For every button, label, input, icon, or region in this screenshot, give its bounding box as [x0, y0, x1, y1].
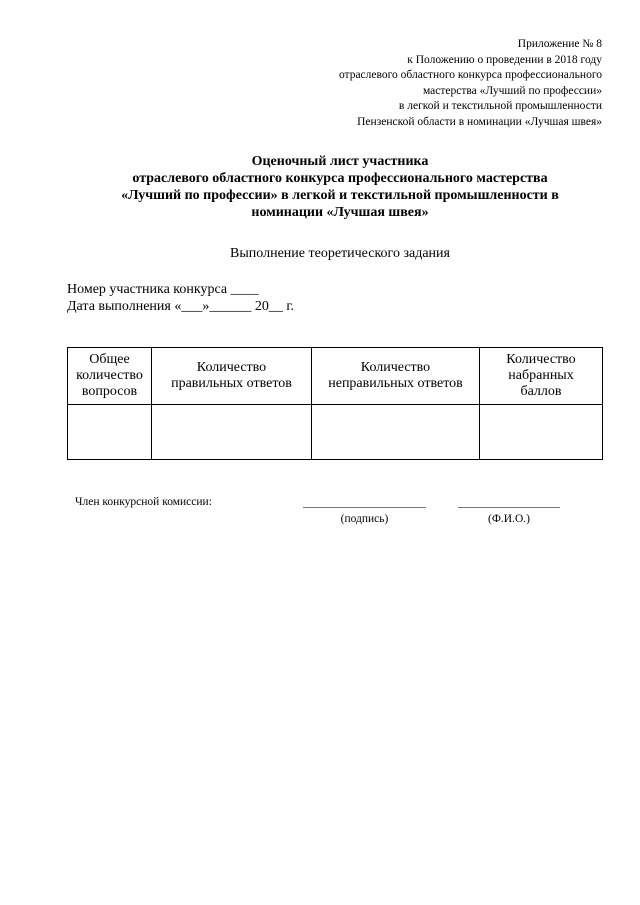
title-line: Оценочный лист участника: [251, 154, 429, 169]
cell-total-questions[interactable]: [68, 405, 152, 460]
header-incorrect-answers: Количество неправильных ответов: [312, 348, 480, 405]
header-correct-answers: Количество правильных ответов: [152, 348, 312, 405]
appendix-line: отраслевого областного конкурса профессионального: [338, 69, 602, 82]
header-points-scored: Количество набранных баллов: [480, 348, 603, 405]
table-header-row: [68, 348, 603, 405]
title-line: номинации «Лучшая швея»: [251, 205, 429, 220]
commission-member-label: Член конкурсной комиссии:: [75, 496, 212, 508]
appendix-line: Приложение № 8: [517, 38, 602, 50]
signature-caption: (подпись): [340, 513, 389, 525]
cell-incorrect-answers[interactable]: [312, 405, 480, 460]
appendix-line: Пензенской области в номинации «Лучшая швея»: [357, 115, 602, 128]
title-line: «Лучший по профессии» в легкой и текстильной промышленности в: [121, 188, 559, 203]
signature-line[interactable]: [303, 507, 426, 508]
score-table: [67, 347, 603, 460]
appendix-line: мастерства «Лучший по профессии»: [422, 84, 602, 97]
date-field: Дата выполнения «___»______ 20__ г.: [67, 299, 295, 314]
cell-correct-answers[interactable]: [152, 405, 312, 460]
cell-points-scored[interactable]: [480, 405, 603, 460]
appendix-line: к Положению о проведении в 2018 году: [407, 53, 602, 66]
appendix-header: [339, 37, 602, 131]
full-name-caption: (Ф.И.О.): [488, 513, 530, 525]
participant-number-field: Номер участника конкурса ____: [67, 282, 259, 297]
table-row: [68, 405, 603, 460]
document-title: [60, 153, 620, 221]
header-total-questions: Общее количество вопросов: [68, 348, 152, 405]
title-line: отраслевого областного конкурса профессионального мастерства: [132, 171, 548, 186]
full-name-line[interactable]: [458, 507, 560, 508]
section-subtitle: Выполнение теоретического задания: [230, 246, 450, 261]
appendix-line: в легкой и текстильной промышленности: [398, 100, 602, 113]
